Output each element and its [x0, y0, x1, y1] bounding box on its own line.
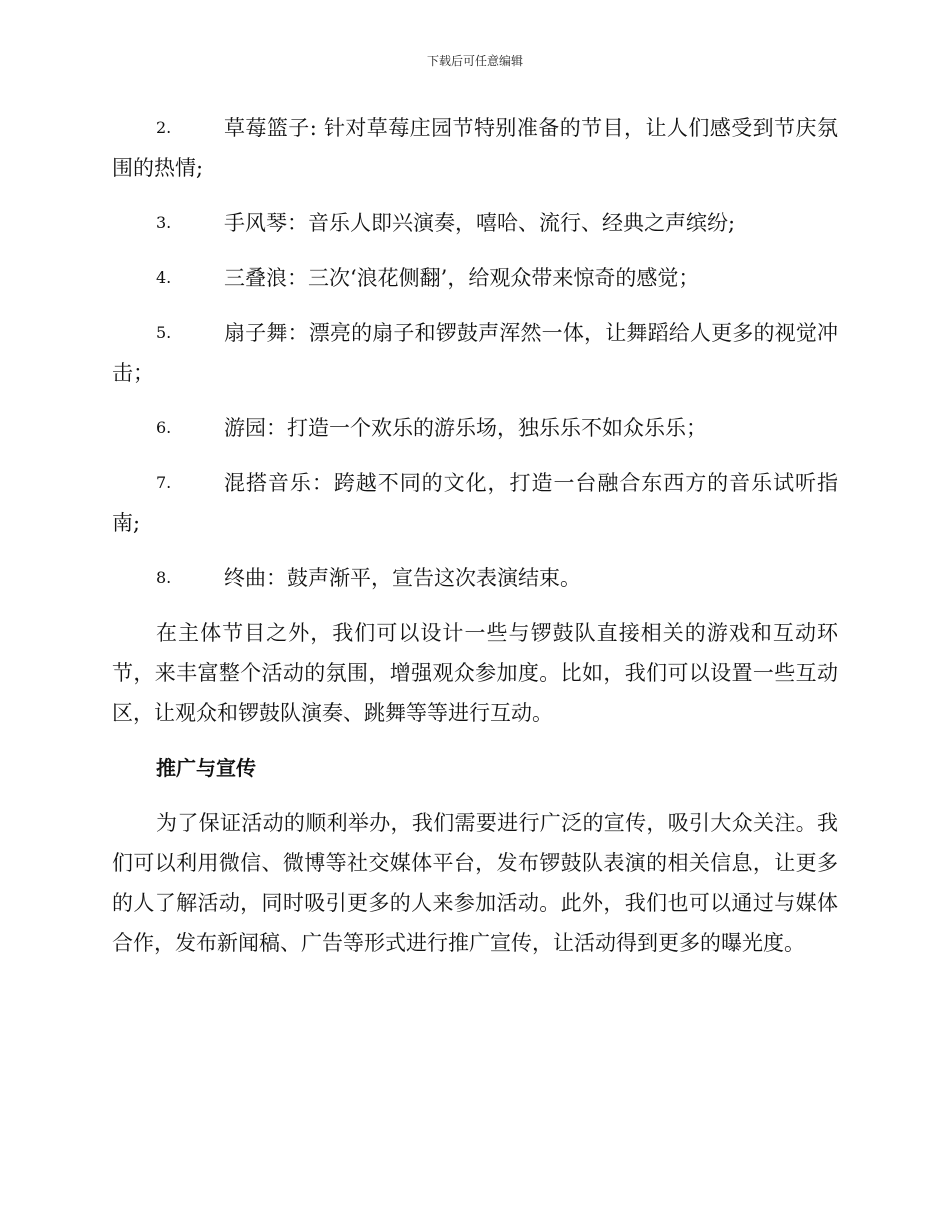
list-item-number: 6. [156, 418, 172, 437]
list-item [112, 463, 838, 543]
section-heading: 推广与宣传 [156, 756, 256, 780]
promotion-paragraph: 为了保证活动的顺利举办，我们需要进行广泛的宣传，吸引大众关注。我们可以利用微信、微博等社交媒体平台，发布锣鼓队表演的相关信息，让更多的人了解活动，同时吸引更多的人来参加活动。此外，我们也可以通过与媒体合作，发布新闻稿、广告等形式进行推广宣传，让活动得到更多的曝光度。 [112, 811, 838, 955]
list-item-text: 终曲：鼓声渐平，宣告这次表演结束。 [224, 566, 581, 590]
list-item [112, 313, 838, 393]
list-item-number: 8. [156, 568, 172, 587]
list-item-text: 草莓篮子: 针对草莓庄园节特别准备的节目，让人们感受到节庆氛围的热情; [112, 116, 838, 180]
interaction-paragraph: 在主体节目之外，我们可以设计一些与锣鼓队直接相关的游戏和互动环节，来丰富整个活动的氛围，增强观众参加度。比如，我们可以设置一些互动区，让观众和锣鼓队演奏、跳舞等等进行互动。 [112, 621, 838, 725]
list-item-number: 4. [156, 268, 172, 287]
list-item-number: 3. [156, 213, 172, 232]
list-item-number: 7. [156, 473, 172, 492]
list-item-number: 5. [156, 323, 172, 342]
document-body [112, 108, 838, 978]
list-item-text: 混搭音乐：跨越不同的文化，打造一台融合东西方的音乐试听指南; [112, 471, 838, 535]
list-item-text: 扇子舞：漂亮的扇子和锣鼓声浑然一体，让舞蹈给人更多的视觉冲击； [112, 321, 838, 385]
list-item [112, 408, 838, 448]
list-item-text: 三叠浪：三次‘浪花侧翻’，给观众带来惊奇的感觉； [224, 266, 700, 290]
list-item-text: 游园：打造一个欢乐的游乐场，独乐乐不如众乐乐； [224, 416, 707, 440]
list-item-text: 手风琴：音乐人即兴演奏，嘻哈、流行、经典之声缤纷; [224, 211, 736, 235]
page-header: 下载后可任意编辑 [426, 54, 523, 68]
list-item-number: 2. [156, 118, 172, 137]
list-item [112, 108, 838, 188]
list-item [112, 203, 838, 243]
list-item [112, 558, 838, 598]
list-item [112, 258, 838, 298]
